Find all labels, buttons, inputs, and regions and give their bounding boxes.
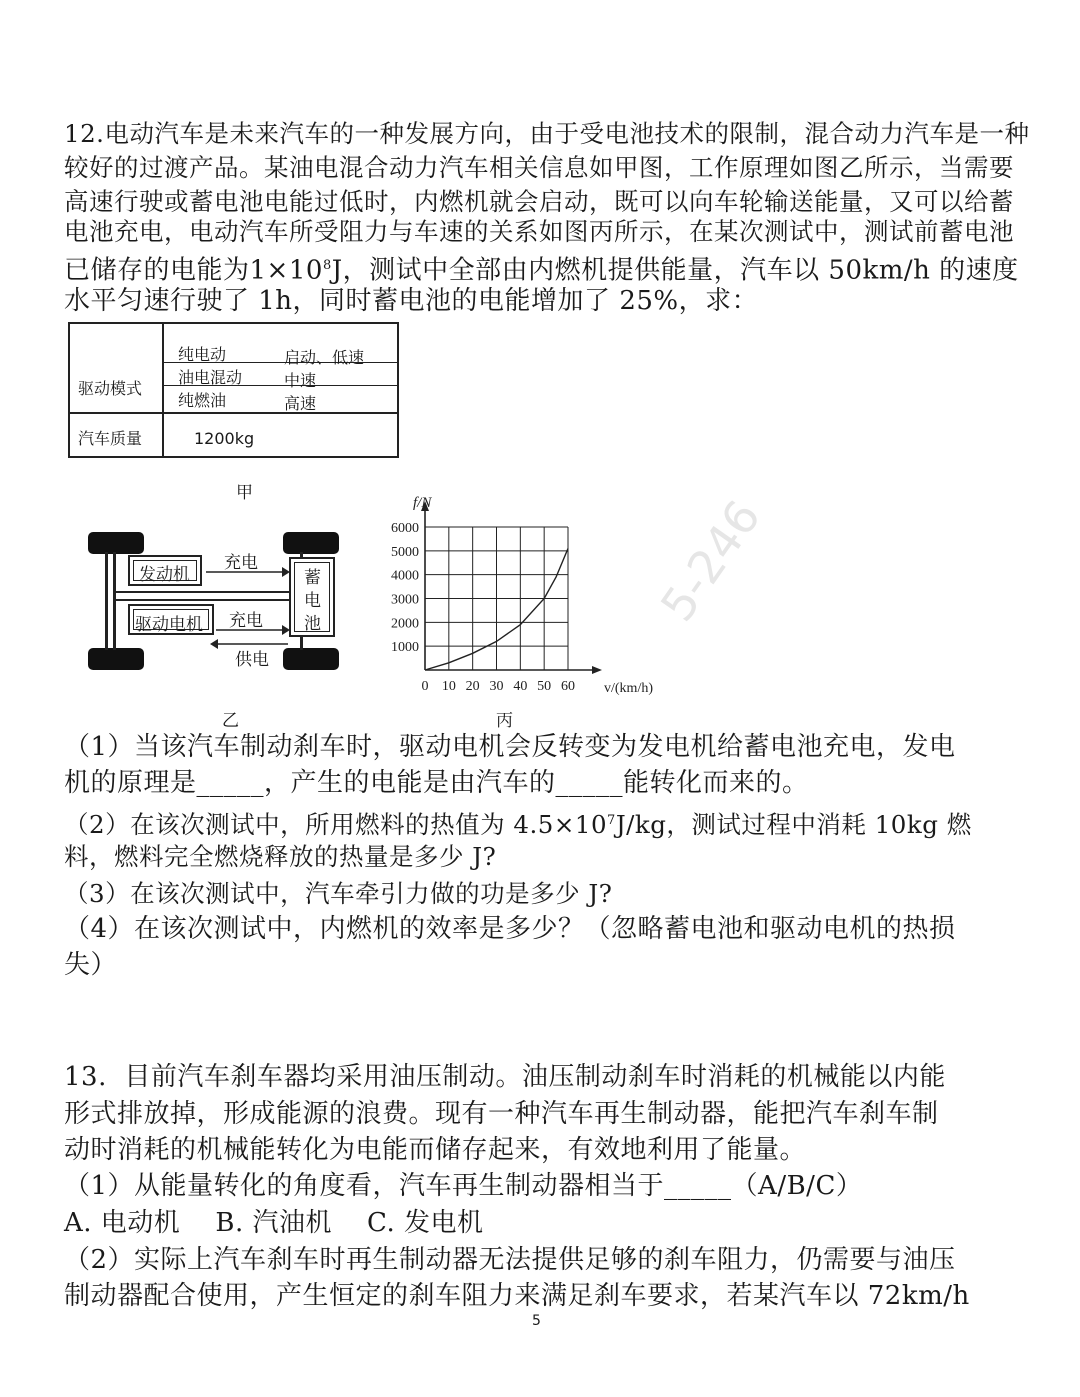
q12-part-1-line-2: 机的原理是_____，产生的电能是由汽车的_____能转化而来的。 — [64, 768, 809, 798]
q13-line-7: 制动器配合使用，产生恒定的刹车阻力来满足刹车要求，若某汽车以 72km/h — [64, 1281, 970, 1311]
x-tick-label: 30 — [489, 679, 504, 694]
q13-line-2: 形式排放掉，形成能源的浪费。现有一种汽车再生制动器，能把汽车刹车制 — [64, 1099, 939, 1129]
y-axis-label: f/N — [413, 495, 432, 511]
battery-char: 蓄 — [304, 568, 321, 588]
q13-line-4: （1）从能量转化的角度看，汽车再生制动器相当于_____（A/B/C） — [64, 1171, 863, 1201]
spec-table — [68, 322, 399, 458]
q12-line-6: 水平匀速行驶了 1h，同时蓄电池的电能增加了 25%，求： — [64, 286, 759, 316]
resistance-speed-chart — [370, 490, 660, 700]
y-tick-label: 3000 — [391, 592, 419, 608]
y-tick-label: 1000 — [391, 640, 419, 656]
watermark: 5-246 — [650, 490, 771, 631]
q12-line-3: 高速行驶或蓄电池电能过低时，内燃机就会启动，既可以向车轮输送能量，又可以给蓄 — [64, 187, 1014, 216]
q12-line-2: 较好的过渡产品。某油电混合动力汽车相关信息如甲图，工作原理如图乙所示，当需要 — [64, 153, 1014, 182]
x-axis-label: v/(km/h) — [604, 681, 653, 696]
q12-part-1-line-1: （1）当该汽车制动刹车时，驱动电机会反转变为发电机给蓄电池充电，发电 — [64, 732, 956, 762]
y-tick-label: 6000 — [391, 521, 419, 536]
battery-char: 电 — [304, 591, 321, 611]
wheel — [283, 532, 339, 554]
q12-part-3: （3）在该次测试中，汽车牵引力做的功是多少 J? — [64, 879, 613, 908]
q12-part-4-line-2: 失） — [64, 950, 118, 980]
y-tick-label: 5000 — [391, 544, 419, 560]
energy-base: 1×10 — [249, 255, 323, 286]
supply-label: 供电 — [235, 650, 269, 670]
q12-part-4-line-1: （4）在该次测试中，内燃机的效率是多少？（忽略蓄电池和驱动电机的热损 — [64, 914, 956, 944]
q13-options: A. 电动机 B. 汽油机 C. 发电机 — [64, 1208, 484, 1238]
wheel — [88, 532, 144, 554]
mode-speed: 启动、低速 — [284, 348, 365, 367]
x-tick-label: 10 — [441, 679, 456, 694]
mass-value: 1200kg — [194, 429, 255, 448]
battery-char: 池 — [304, 614, 321, 634]
mode-speed: 中速 — [284, 371, 317, 390]
x-tick-label: 0 — [421, 679, 429, 694]
energy-exponent: 8 — [322, 258, 332, 273]
q13-line-1: 13. 目前汽车刹车器均采用油压制动。油压制动刹车时消耗的机械能以内能 — [64, 1062, 946, 1092]
q12-part-2-pre: （2）在该次测试中，所用燃料的热值为 4.5×10 — [64, 810, 608, 840]
q12-part-2-line-1 — [64, 803, 972, 843]
figure-caption-yi: 乙 — [222, 711, 239, 731]
engine-label: 发动机 — [139, 565, 190, 585]
y-tick-label: 2000 — [391, 616, 419, 632]
q13-line-6: （2）实际上汽车刹车时再生制动器无法提供足够的刹车阻力，仍需要与油压 — [64, 1245, 956, 1275]
mode-speed: 高速 — [284, 394, 317, 413]
mass-label: 汽车质量 — [78, 429, 143, 448]
figure-caption-jia: 甲 — [236, 483, 253, 503]
q12-part-2-line-2: 料，燃料完全燃烧释放的热量是多少 J? — [64, 842, 497, 871]
mode-name: 油电混动 — [178, 368, 243, 387]
diagram-arrows — [200, 560, 295, 660]
heat-value-exponent: 7 — [607, 813, 616, 828]
page-number: 5 — [532, 1313, 541, 1329]
x-tick-label: 60 — [561, 679, 575, 694]
charge-label-2: 充电 — [229, 611, 263, 631]
mode-name: 纯燃油 — [178, 391, 227, 410]
y-tick-label: 4000 — [391, 568, 419, 584]
x-tick-label: 20 — [465, 679, 480, 694]
mode-name: 纯电动 — [178, 345, 227, 364]
wheel — [88, 648, 144, 670]
motor-label: 驱动电机 — [135, 615, 203, 635]
q12-line-4: 电池充电，电动汽车所受阻力与车速的关系如图丙所示，在某次测试中，测试前蓄电池 — [64, 217, 1014, 246]
x-axis-arrow — [592, 666, 602, 674]
q12-line-1: 12.电动汽车是未来汽车的一种发展方向，由于受电池技术的限制，混合动力汽车是一种 — [64, 119, 1030, 148]
charge-label-1: 充电 — [224, 553, 258, 573]
q12-part-2-post: J/kg，测试过程中消耗 10kg 燃 — [615, 810, 972, 840]
x-tick-label: 40 — [513, 679, 528, 694]
q13-line-3: 动时消耗的机械能转化为电能而储存起来，有效地利用了能量。 — [64, 1135, 807, 1165]
x-tick-label: 50 — [537, 679, 552, 694]
figure-caption-bing: 丙 — [496, 711, 513, 731]
q12-line-5-post: J，测试中全部由内燃机提供能量，汽车以 50km/h 的速度 — [331, 255, 1019, 286]
q12-line-5-pre: 已储存的电能为 — [64, 255, 250, 286]
drive-mode-label: 驱动模式 — [78, 379, 143, 398]
